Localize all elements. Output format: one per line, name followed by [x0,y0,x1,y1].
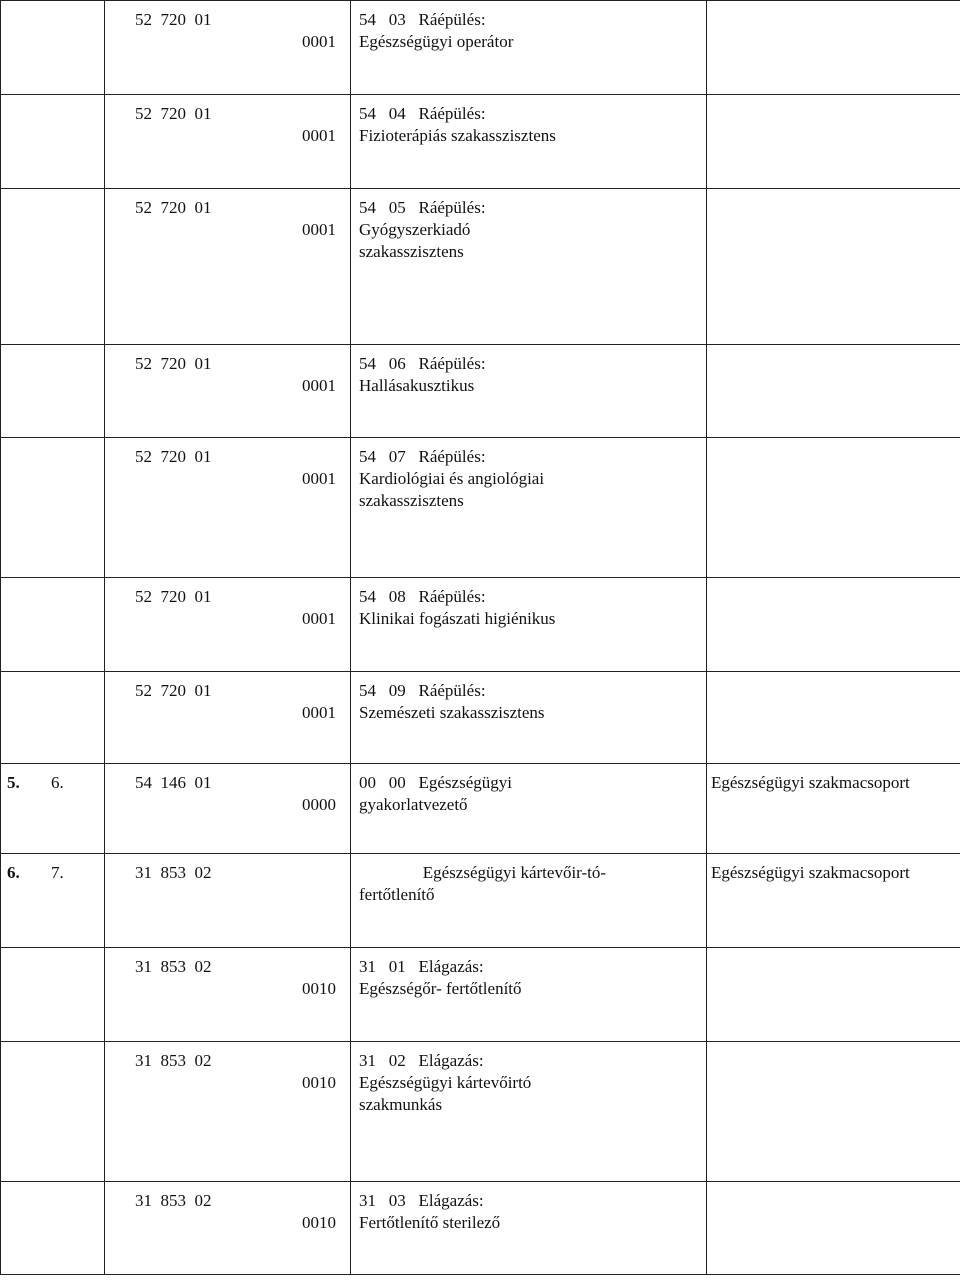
code-cell [105,1042,351,1182]
sector-group-cell [707,1042,960,1182]
code-cell [105,578,351,672]
sector-group-cell [707,854,960,948]
qualification-name-cell [351,1042,707,1182]
qualification-name-cont: szakasszisztens [359,242,464,261]
qualification-type: 31 03 Elágazás: [359,1191,484,1210]
sector-group-cell [707,438,960,578]
qualification-type: 31 01 Elágazás: [359,957,484,976]
qualification-code: 31 853 02 [135,1191,212,1210]
code-cell [105,1,351,95]
table-row [1,672,960,764]
row-number-new: 6. [51,773,64,792]
row-number-cell [1,672,105,764]
qualification-code-suffix: 0001 [302,609,336,628]
qualification-code-suffix: 0001 [302,703,336,722]
sector-group-cell [707,189,960,345]
qualification-code-suffix: 0001 [302,376,336,395]
row-number: 5. [7,773,20,792]
table-row [1,189,960,345]
qualification-code: 52 720 01 [135,104,212,123]
qualification-name: Szemészeti szakasszisztens [359,703,545,722]
row-number-cell [1,438,105,578]
qualification-code: 31 853 02 [135,957,212,976]
table-row [1,438,960,578]
qualification-code: 54 146 01 [135,773,212,792]
qualification-name-cell [351,764,707,854]
sector-group-cell [707,578,960,672]
row-number-cell [1,764,105,854]
qualification-name-cell [351,672,707,764]
qualification-name-cell [351,438,707,578]
qualification-code: 52 720 01 [135,10,212,29]
qualification-name: Fizioterápiás szakasszisztens [359,126,556,145]
table-row [1,764,960,854]
table-row [1,95,960,189]
code-cell [105,854,351,948]
qualification-code: 31 853 02 [135,863,212,882]
qualification-code-suffix: 0000 [302,795,336,814]
qualification-name-cell [351,1,707,95]
row-number-cell [1,854,105,948]
table-row [1,948,960,1042]
qualification-name: Fertőtlenítő sterilező [359,1213,501,1232]
qualification-name-cell [351,189,707,345]
qualification-name: Egészségőr- fertőtlenítő [359,979,522,998]
code-cell [105,189,351,345]
sector-group-cell [707,764,960,854]
code-cell [105,764,351,854]
qualification-name: Klinikai fogászati higiénikus [359,609,556,628]
qualification-code-suffix: 0010 [302,1073,336,1092]
qualification-name-cell [351,578,707,672]
sector-group-cell [707,95,960,189]
row-number-new: 7. [51,863,64,882]
row-number-cell [1,1182,105,1275]
qualification-code: 52 720 01 [135,681,212,700]
code-cell [105,948,351,1042]
qualification-name: Egészségügyi operátor [359,32,514,51]
code-cell [105,438,351,578]
qualification-name: gyakorlatvezető [359,795,468,814]
row-number-cell [1,189,105,345]
code-cell [105,1182,351,1275]
code-cell [105,345,351,438]
sector-group-cell [707,948,960,1042]
qualification-type: 54 07 Ráépülés: [359,447,486,466]
code-cell [105,672,351,764]
qualification-name-cell [351,948,707,1042]
sector-group-cell [707,672,960,764]
table-row [1,1182,960,1275]
sector-group-cell [707,1,960,95]
table-row [1,1,960,95]
qualification-code: 31 853 02 [135,1051,212,1070]
row-number-cell [1,1042,105,1182]
qualification-type: 54 06 Ráépülés: [359,354,486,373]
row-number-cell [1,1,105,95]
qualification-name-cont: szakasszisztens [359,491,464,510]
row-number-cell [1,345,105,438]
sector-group-cell [707,1182,960,1275]
qualification-code-suffix: 0010 [302,979,336,998]
qualification-code-suffix: 0010 [302,1213,336,1232]
qualification-name: Kardiológiai és angiológiai [359,469,545,488]
qualification-name: fertőtlenítő [359,885,435,904]
table-row [1,854,960,948]
qualification-type: 54 04 Ráépülés: [359,104,486,123]
code-cell [105,95,351,189]
qualification-code-suffix: 0001 [302,220,336,239]
qualification-code-suffix: 0001 [302,469,336,488]
qualification-name: Gyógyszerkiadó [359,220,471,239]
qualification-name-cont: szakmunkás [359,1095,443,1114]
table-row [1,345,960,438]
qualification-code: 52 720 01 [135,587,212,606]
qualification-name-cell [351,345,707,438]
sector-group-cell [707,345,960,438]
qualification-name-cell [351,95,707,189]
sector-group: Egészségügyi szakmacsoport [711,773,910,792]
qualification-code: 52 720 01 [135,198,212,217]
sector-group: Egészségügyi szakmacsoport [711,863,910,882]
qualification-type: 31 02 Elágazás: [359,1051,484,1070]
qualification-name: Egészségügyi kártevőirtó [359,1073,532,1092]
table-row [1,578,960,672]
qualification-type: 54 08 Ráépülés: [359,587,486,606]
qualification-name-cell [351,854,707,948]
qualification-code-suffix: 0001 [302,126,336,145]
qualification-code: 52 720 01 [135,447,212,466]
qualification-type: 54 05 Ráépülés: [359,198,486,217]
table-row [1,1042,960,1182]
qualification-code-suffix: 0001 [302,32,336,51]
qualification-name: Hallásakusztikus [359,376,475,395]
qualification-name-cell [351,1182,707,1275]
qualification-type: 54 09 Ráépülés: [359,681,486,700]
row-number-cell [1,948,105,1042]
qualification-type: 00 00 Egészségügyi [359,773,512,792]
row-number-cell [1,578,105,672]
qualification-type: 54 03 Ráépülés: [359,10,486,29]
row-number-cell [1,95,105,189]
row-number: 6. [7,863,20,882]
qualification-type: Egészségügyi kártevőir-tó- [359,863,607,882]
qualification-code: 52 720 01 [135,354,212,373]
